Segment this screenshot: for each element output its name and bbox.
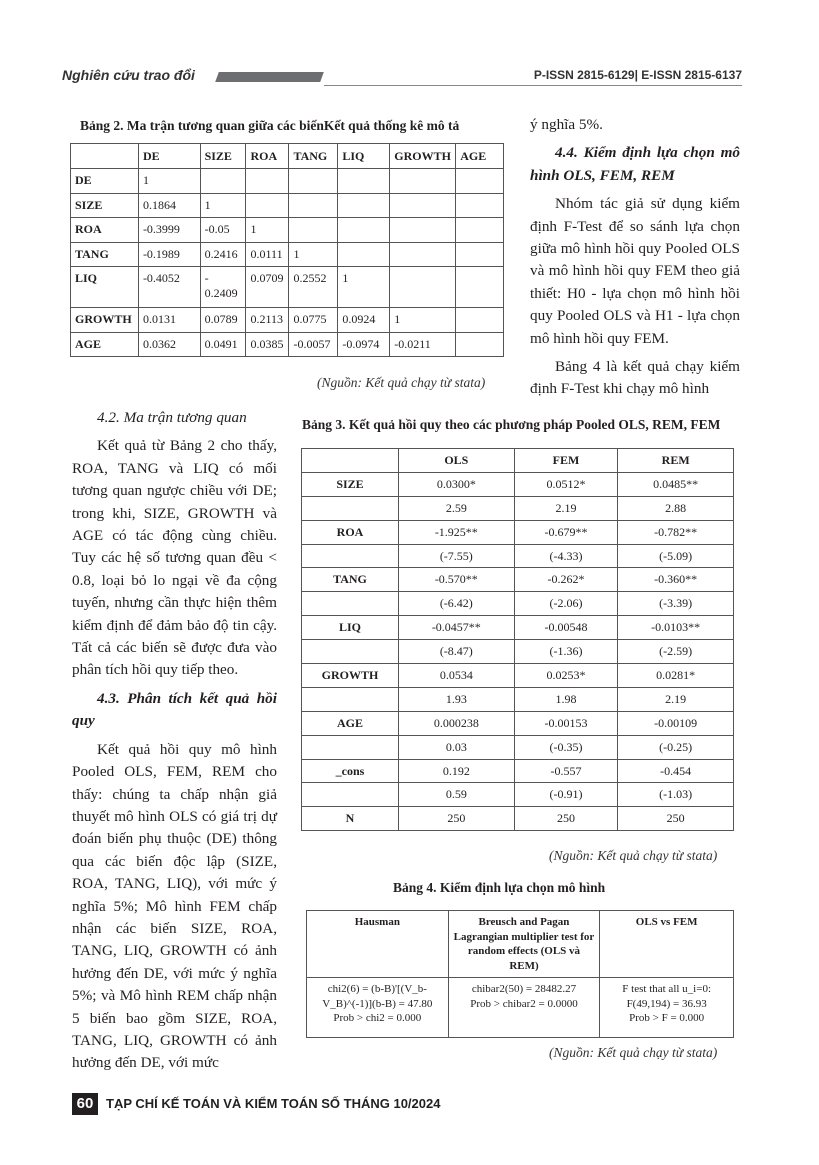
paragraph-4-4: Nhóm tác giả sử dụng kiểm định F-Test để so sánh lựa chọn giữa mô hình hồi quy Pooled OLS và mô hình hồi quy FEM theo giả thiết: H0 - lựa chọn mô hình hồi quy Pooled OLS và H1 - lựa chọn mô hình hồi quy FEM.: [530, 195, 740, 347]
table-cell: [302, 592, 399, 616]
table-cell: 0.0362: [138, 332, 200, 357]
table-cell: 0.0534: [399, 664, 515, 688]
table-cell: 250: [514, 807, 618, 831]
table-cell: [246, 169, 289, 194]
table-cell: -0.0457**: [399, 616, 515, 640]
table4-caption: Bảng 4. Kiểm định lựa chọn mô hình: [393, 880, 606, 895]
table-cell: 0.0385: [246, 332, 289, 357]
table-row: [302, 520, 734, 544]
table-cell: [390, 218, 456, 243]
table-cell: TANG: [302, 568, 399, 592]
table-cell: 0.2416: [200, 242, 246, 267]
header-bar: [215, 72, 324, 82]
table-cell: [302, 544, 399, 568]
table-row: [302, 664, 734, 688]
table-cell: SIZE: [71, 193, 139, 218]
table-row: [302, 759, 734, 783]
table-row: [302, 449, 734, 473]
table-row: [302, 687, 734, 711]
table-cell: (-2.59): [618, 640, 734, 664]
table-cell: -0.0103**: [618, 616, 734, 640]
table-cell: 0.0775: [289, 308, 338, 333]
table-cell: [390, 267, 456, 308]
table-cell: chibar2(50) = 28482.27 Prob > chibar2 = 0.0000: [448, 978, 600, 1038]
table-cell: FEM: [514, 449, 618, 473]
table-cell: 0.0253*: [514, 664, 618, 688]
table-cell: - 0.2409: [200, 267, 246, 308]
table-cell: 0.2113: [246, 308, 289, 333]
table-cell: (-7.55): [399, 544, 515, 568]
paragraph-4-2: Kết quả từ Bảng 2 cho thấy, ROA, TANG và LIQ có mối tương quan ngược chiều với DE; trong khi, SIZE, GROWTH và AGE có tác động cùng chiều. Tuy các hệ số tương quan đều < 0.8, loại bỏ lo ngại về đa cộng tuyến, nhưng cần thực hiện thêm kiểm định để đảm bảo độ tin cậy. Tất cả các biến sẽ được đưa vào phân tích hồi quy tiếp theo.: [72, 437, 277, 679]
table-cell: 0.0131: [138, 308, 200, 333]
table-cell: (-2.06): [514, 592, 618, 616]
table-row: [302, 616, 734, 640]
table-cell: -0.0057: [289, 332, 338, 357]
table-cell: -0.1989: [138, 242, 200, 267]
table-cell: [246, 193, 289, 218]
table-cell: chi2(6) = (b-B)'[(V_b-V_B)^(-1)](b-B) = 47.80 Prob > chi2 = 0.000: [307, 978, 449, 1038]
table-row: [71, 308, 504, 333]
table-cell: 1: [200, 193, 246, 218]
table-cell: 1.98: [514, 687, 618, 711]
model-selection-table: [306, 910, 734, 1038]
table-cell: 0.0709: [246, 267, 289, 308]
table-cell: -0.679**: [514, 520, 618, 544]
table-cell: 0.192: [399, 759, 515, 783]
regression-table: [301, 448, 734, 831]
table-cell: 0.59: [399, 783, 515, 807]
table-cell: 2.59: [399, 496, 515, 520]
table-cell: REM: [618, 449, 734, 473]
table-cell: [289, 193, 338, 218]
table-cell: 0.0491: [200, 332, 246, 357]
table-cell: 0.1864: [138, 193, 200, 218]
table-cell: (-4.33): [514, 544, 618, 568]
table-cell: 1: [289, 242, 338, 267]
table-row: [307, 911, 734, 978]
table-cell: [302, 735, 399, 759]
table-cell: _cons: [302, 759, 399, 783]
table-cell: OLS: [399, 449, 515, 473]
table-row: [302, 640, 734, 664]
table-cell: [456, 267, 504, 308]
table-cell: [456, 332, 504, 357]
table-cell: 1.93: [399, 687, 515, 711]
table-cell: GROWTH: [71, 308, 139, 333]
table-cell: [338, 193, 390, 218]
table-cell: SIZE: [302, 472, 399, 496]
table-cell: [456, 218, 504, 243]
table-cell: 0.2552: [289, 267, 338, 308]
table-cell: [289, 169, 338, 194]
table-cell: AGE: [71, 332, 139, 357]
table-cell: [456, 169, 504, 194]
table-cell: 0.0789: [200, 308, 246, 333]
right-top-text: [530, 114, 740, 401]
table-cell: 0.0111: [246, 242, 289, 267]
table-cell: -0.00153: [514, 711, 618, 735]
table-cell: [302, 687, 399, 711]
table-cell: OLS vs FEM: [600, 911, 734, 978]
table-cell: [456, 193, 504, 218]
table-cell: TANG: [289, 144, 338, 169]
table-cell: 0.0300*: [399, 472, 515, 496]
section-4-4-heading: 4.4. Kiểm định lựa chọn mô hình OLS, FEM, REM: [530, 144, 740, 184]
table-row: [307, 978, 734, 1038]
table-cell: -0.557: [514, 759, 618, 783]
table-cell: [338, 242, 390, 267]
journal-title: TẠP CHÍ KẾ TOÁN VÀ KIỂM TOÁN SỐ THÁNG 10/2024: [106, 1096, 441, 1111]
table-cell: 0.03: [399, 735, 515, 759]
table-row: [71, 267, 504, 308]
table-cell: AGE: [456, 144, 504, 169]
table-cell: -1.925**: [399, 520, 515, 544]
table-cell: (-1.36): [514, 640, 618, 664]
table-cell: [390, 242, 456, 267]
table-cell: DE: [138, 144, 200, 169]
table-cell: LIQ: [302, 616, 399, 640]
table-cell: -0.570**: [399, 568, 515, 592]
table-cell: 2.19: [514, 496, 618, 520]
table-cell: (-6.42): [399, 592, 515, 616]
table-cell: Breusch and Pagan Lagrangian multiplier test for random effects (OLS và REM): [448, 911, 600, 978]
table-cell: N: [302, 807, 399, 831]
table-row: [302, 735, 734, 759]
table2-source: (Nguồn: Kết quả chạy từ stata): [317, 375, 486, 390]
table-cell: 0.0485**: [618, 472, 734, 496]
table-cell: LIQ: [71, 267, 139, 308]
table-cell: 0.0281*: [618, 664, 734, 688]
table-cell: 1: [138, 169, 200, 194]
table-row: [302, 592, 734, 616]
table-row: [71, 332, 504, 357]
table-cell: AGE: [302, 711, 399, 735]
table-cell: SIZE: [200, 144, 246, 169]
correlation-table: [70, 143, 504, 357]
table-cell: -0.05: [200, 218, 246, 243]
table-cell: (-1.03): [618, 783, 734, 807]
table-cell: [390, 193, 456, 218]
table-cell: -0.00109: [618, 711, 734, 735]
table4-source: (Nguồn: Kết quả chạy từ stata): [549, 1045, 718, 1060]
table-cell: 2.88: [618, 496, 734, 520]
table-cell: ROA: [71, 218, 139, 243]
table-cell: [302, 783, 399, 807]
table-cell: [302, 496, 399, 520]
table-cell: (-3.39): [618, 592, 734, 616]
section-4-2-heading: 4.2. Ma trận tương quan: [97, 409, 247, 426]
journal-section: Nghiên cứu trao đổi: [62, 67, 195, 83]
table-cell: Hausman: [307, 911, 449, 978]
table-cell: (-5.09): [618, 544, 734, 568]
table-cell: [338, 169, 390, 194]
table-cell: (-8.47): [399, 640, 515, 664]
table-cell: 0.0924: [338, 308, 390, 333]
table-row: [71, 193, 504, 218]
table-row: [302, 496, 734, 520]
table-row: [302, 544, 734, 568]
table-row: [71, 218, 504, 243]
issn: P-ISSN 2815-6129| E-ISSN 2815-6137: [533, 68, 742, 82]
continued-text: ý nghĩa 5%.: [530, 116, 603, 133]
table-cell: -0.360**: [618, 568, 734, 592]
page-header: [62, 66, 742, 88]
table-cell: [71, 144, 139, 169]
paragraph-4-3: Kết quả hồi quy mô hình Pooled OLS, FEM, REM cho thấy: chúng ta chấp nhận giả thuyết mô hình OLS có giá trị dự đoán biến phụ thuộc (DE) thông qua các biến độc lập (SIZE, ROA, TANG, LIQ), với mức ý nghĩa 5%; Mô hình FEM chấp nhận các biến SIZE, ROA, TANG, LIQ, GROWTH có ảnh hưởng đến DE, với mức ý nghĩa 5%; và Mô hình REM chấp nhận 5 biến bao gồm SIZE, ROA, TANG, LIQ, GROWTH có ảnh hưởng đến DE, với mức: [72, 740, 277, 1072]
table-row: [302, 568, 734, 592]
paragraph-4-4b: Bảng 4 là kết quả chạy kiểm định F-Test khi chạy mô hình: [530, 358, 740, 398]
header-rule: [324, 85, 742, 86]
table-cell: DE: [71, 169, 139, 194]
table-cell: (-0.25): [618, 735, 734, 759]
table-cell: [390, 169, 456, 194]
table-cell: 2.19: [618, 687, 734, 711]
table-cell: F test that all u_i=0: F(49,194) = 36.93 Prob > F = 0.000: [600, 978, 734, 1038]
table3-caption: Bảng 3. Kết quả hồi quy theo các phương pháp Pooled OLS, REM, FEM: [302, 417, 721, 432]
table-row: [302, 711, 734, 735]
table-row: [302, 783, 734, 807]
table-cell: GROWTH: [302, 664, 399, 688]
table-cell: 250: [399, 807, 515, 831]
table-cell: 0.000238: [399, 711, 515, 735]
left-column: [72, 407, 277, 1075]
page-number: 60: [72, 1093, 98, 1115]
table-cell: 250: [618, 807, 734, 831]
table-cell: 0.0512*: [514, 472, 618, 496]
table-cell: TANG: [71, 242, 139, 267]
table-cell: [456, 308, 504, 333]
table-cell: -0.00548: [514, 616, 618, 640]
table-cell: ROA: [302, 520, 399, 544]
table-cell: 1: [246, 218, 289, 243]
table-cell: (-0.35): [514, 735, 618, 759]
table-cell: -0.0974: [338, 332, 390, 357]
table-cell: 1: [338, 267, 390, 308]
table3-source: (Nguồn: Kết quả chạy từ stata): [549, 848, 718, 863]
table-cell: (-0.91): [514, 783, 618, 807]
table-cell: -0.782**: [618, 520, 734, 544]
table-cell: -0.4052: [138, 267, 200, 308]
table-cell: [302, 449, 399, 473]
table-row: [71, 144, 504, 169]
table-row: [302, 472, 734, 496]
table-cell: 1: [390, 308, 456, 333]
table-cell: -0.0211: [390, 332, 456, 357]
table-cell: [338, 218, 390, 243]
table-cell: -0.3999: [138, 218, 200, 243]
table-row: [71, 242, 504, 267]
section-4-3-heading: 4.3. Phân tích kết quả hồi quy: [72, 689, 277, 730]
table-row: [71, 169, 504, 194]
table-cell: -0.262*: [514, 568, 618, 592]
table-cell: [289, 218, 338, 243]
table-cell: GROWTH: [390, 144, 456, 169]
table-cell: ROA: [246, 144, 289, 169]
table-cell: [200, 169, 246, 194]
table-cell: [302, 640, 399, 664]
table-cell: -0.454: [618, 759, 734, 783]
table-row: [302, 807, 734, 831]
table-cell: LIQ: [338, 144, 390, 169]
table-cell: [456, 242, 504, 267]
table2-caption: Bảng 2. Ma trận tương quan giữa các biếnKết quả thống kê mô tả: [80, 118, 460, 133]
